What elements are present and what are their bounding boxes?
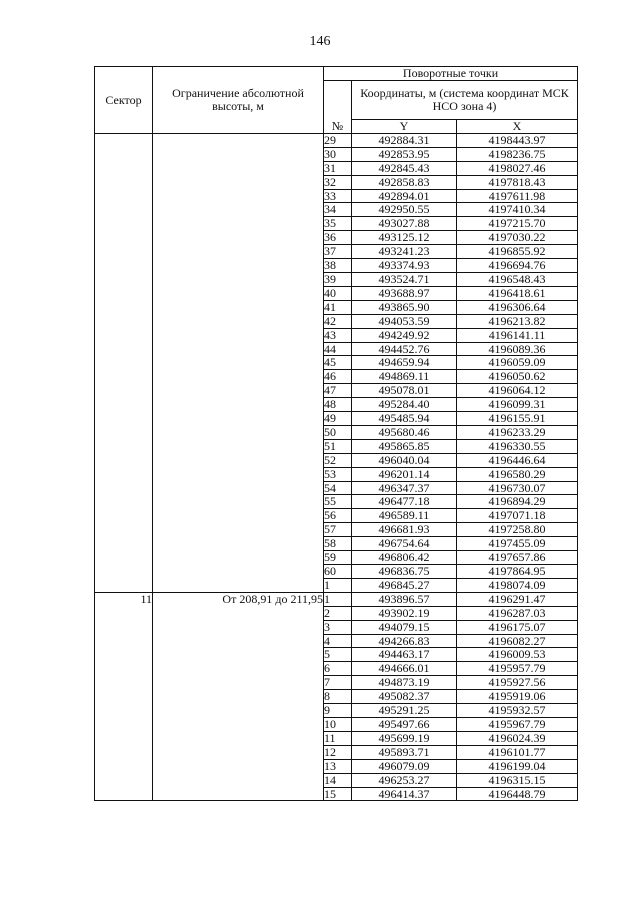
point-number-cell: 7 bbox=[324, 676, 352, 690]
y-coordinate-cell: 494873.19 bbox=[352, 676, 457, 690]
y-coordinate-cell: 496836.75 bbox=[352, 565, 457, 579]
point-number-cell: 48 bbox=[324, 398, 352, 412]
x-coordinate-cell: 4196448.79 bbox=[457, 787, 578, 801]
x-coordinate-cell: 4196548.43 bbox=[457, 272, 578, 286]
x-coordinate-cell: 4196418.61 bbox=[457, 286, 578, 300]
x-coordinate-cell: 4196009.53 bbox=[457, 648, 578, 662]
y-coordinate-cell: 493688.97 bbox=[352, 286, 457, 300]
x-coordinate-cell: 4196233.29 bbox=[457, 425, 578, 439]
point-number-cell: 12 bbox=[324, 745, 352, 759]
y-coordinate-cell: 495284.40 bbox=[352, 398, 457, 412]
turning-points-header: Поворотные точки bbox=[324, 67, 578, 81]
point-number-cell: 57 bbox=[324, 523, 352, 537]
page-number: 146 bbox=[309, 34, 331, 49]
table-body bbox=[95, 133, 578, 801]
x-coordinate-cell: 4196580.29 bbox=[457, 467, 578, 481]
y-coordinate-cell: 492950.55 bbox=[352, 203, 457, 217]
point-number-cell: 42 bbox=[324, 314, 352, 328]
point-number-cell: 1 bbox=[324, 578, 352, 592]
y-coordinate-cell: 492845.43 bbox=[352, 161, 457, 175]
point-number-cell: 49 bbox=[324, 412, 352, 426]
x-coordinate-cell: 4198027.46 bbox=[457, 161, 578, 175]
x-coordinate-cell: 4197215.70 bbox=[457, 217, 578, 231]
y-coordinate-cell: 495291.25 bbox=[352, 704, 457, 718]
point-number-cell: 59 bbox=[324, 551, 352, 565]
point-number-cell: 29 bbox=[324, 133, 352, 147]
x-coordinate-cell: 4196894.29 bbox=[457, 495, 578, 509]
limit-cell bbox=[153, 133, 324, 592]
x-coordinate-cell: 4195957.79 bbox=[457, 662, 578, 676]
x-coordinate-cell: 4196175.07 bbox=[457, 620, 578, 634]
x-coordinate-cell: 4196287.03 bbox=[457, 606, 578, 620]
y-coordinate-cell: 496754.64 bbox=[352, 537, 457, 551]
y-coordinate-cell: 493027.88 bbox=[352, 217, 457, 231]
point-number-cell: 11 bbox=[324, 731, 352, 745]
y-coordinate-cell: 493865.90 bbox=[352, 300, 457, 314]
y-coordinate-cell: 496079.09 bbox=[352, 759, 457, 773]
point-number-cell: 53 bbox=[324, 467, 352, 481]
y-coordinate-cell: 496806.42 bbox=[352, 551, 457, 565]
y-header: Y bbox=[352, 120, 457, 134]
x-coordinate-cell: 4195927.56 bbox=[457, 676, 578, 690]
x-coordinate-cell: 4197818.43 bbox=[457, 175, 578, 189]
y-coordinate-cell: 494452.76 bbox=[352, 342, 457, 356]
y-coordinate-cell: 492853.95 bbox=[352, 147, 457, 161]
point-number-cell: 56 bbox=[324, 509, 352, 523]
point-number-cell: 3 bbox=[324, 620, 352, 634]
x-coordinate-cell: 4196694.76 bbox=[457, 259, 578, 273]
y-coordinate-cell: 493374.93 bbox=[352, 259, 457, 273]
point-number-cell: 32 bbox=[324, 175, 352, 189]
point-number-cell: 15 bbox=[324, 787, 352, 801]
y-coordinate-cell: 494266.83 bbox=[352, 634, 457, 648]
y-coordinate-cell: 496253.27 bbox=[352, 773, 457, 787]
y-coordinate-cell: 492884.31 bbox=[352, 133, 457, 147]
point-number-cell: 39 bbox=[324, 272, 352, 286]
x-coordinate-cell: 4197611.98 bbox=[457, 189, 578, 203]
y-coordinate-cell: 496040.04 bbox=[352, 453, 457, 467]
point-number-cell: 44 bbox=[324, 342, 352, 356]
coordinates-table bbox=[94, 66, 578, 801]
y-coordinate-cell: 493524.71 bbox=[352, 272, 457, 286]
x-coordinate-cell: 4195932.57 bbox=[457, 704, 578, 718]
number-header: № bbox=[324, 81, 352, 134]
y-coordinate-cell: 494869.11 bbox=[352, 370, 457, 384]
y-coordinate-cell: 495680.46 bbox=[352, 425, 457, 439]
table-row bbox=[95, 592, 578, 606]
point-number-cell: 13 bbox=[324, 759, 352, 773]
x-coordinate-cell: 4197030.22 bbox=[457, 231, 578, 245]
y-coordinate-cell: 496414.37 bbox=[352, 787, 457, 801]
x-coordinate-cell: 4196315.15 bbox=[457, 773, 578, 787]
x-coordinate-cell: 4196155.91 bbox=[457, 412, 578, 426]
point-number-cell: 38 bbox=[324, 259, 352, 273]
y-coordinate-cell: 496681.93 bbox=[352, 523, 457, 537]
x-coordinate-cell: 4196199.04 bbox=[457, 759, 578, 773]
y-coordinate-cell: 494079.15 bbox=[352, 620, 457, 634]
y-coordinate-cell: 494659.94 bbox=[352, 356, 457, 370]
x-coordinate-cell: 4196446.64 bbox=[457, 453, 578, 467]
point-number-cell: 9 bbox=[324, 704, 352, 718]
point-number-cell: 30 bbox=[324, 147, 352, 161]
point-number-cell: 50 bbox=[324, 425, 352, 439]
y-coordinate-cell: 495082.37 bbox=[352, 690, 457, 704]
x-coordinate-cell: 4197071.18 bbox=[457, 509, 578, 523]
point-number-cell: 54 bbox=[324, 481, 352, 495]
y-coordinate-cell: 496845.27 bbox=[352, 578, 457, 592]
y-coordinate-cell: 495485.94 bbox=[352, 412, 457, 426]
y-coordinate-cell: 494053.59 bbox=[352, 314, 457, 328]
point-number-cell: 5 bbox=[324, 648, 352, 662]
point-number-cell: 58 bbox=[324, 537, 352, 551]
point-number-cell: 6 bbox=[324, 662, 352, 676]
sector-header: Сектор bbox=[95, 67, 153, 134]
limit-cell: От 208,91 до 211,95 bbox=[153, 592, 324, 801]
point-number-cell: 37 bbox=[324, 245, 352, 259]
y-coordinate-cell: 494463.17 bbox=[352, 648, 457, 662]
y-coordinate-cell: 492894.01 bbox=[352, 189, 457, 203]
sector-cell bbox=[95, 133, 153, 592]
point-number-cell: 45 bbox=[324, 356, 352, 370]
y-coordinate-cell: 495497.66 bbox=[352, 717, 457, 731]
x-coordinate-cell: 4198074.09 bbox=[457, 578, 578, 592]
x-coordinate-cell: 4196306.64 bbox=[457, 300, 578, 314]
y-coordinate-cell: 495893.71 bbox=[352, 745, 457, 759]
y-coordinate-cell: 495865.85 bbox=[352, 439, 457, 453]
point-number-cell: 36 bbox=[324, 231, 352, 245]
y-coordinate-cell: 496201.14 bbox=[352, 467, 457, 481]
point-number-cell: 8 bbox=[324, 690, 352, 704]
x-coordinate-cell: 4197864.95 bbox=[457, 565, 578, 579]
x-header: X bbox=[457, 120, 578, 134]
point-number-cell: 55 bbox=[324, 495, 352, 509]
point-number-cell: 41 bbox=[324, 300, 352, 314]
x-coordinate-cell: 4196141.11 bbox=[457, 328, 578, 342]
x-coordinate-cell: 4196099.31 bbox=[457, 398, 578, 412]
point-number-cell: 60 bbox=[324, 565, 352, 579]
x-coordinate-cell: 4197455.09 bbox=[457, 537, 578, 551]
x-coordinate-cell: 4196050.62 bbox=[457, 370, 578, 384]
limit-header: Ограничение абсолютной высоты, м bbox=[153, 67, 324, 134]
point-number-cell: 43 bbox=[324, 328, 352, 342]
x-coordinate-cell: 4197258.80 bbox=[457, 523, 578, 537]
point-number-cell: 46 bbox=[324, 370, 352, 384]
x-coordinate-cell: 4195919.06 bbox=[457, 690, 578, 704]
point-number-cell: 40 bbox=[324, 286, 352, 300]
x-coordinate-cell: 4197657.86 bbox=[457, 551, 578, 565]
y-coordinate-cell: 492858.83 bbox=[352, 175, 457, 189]
x-coordinate-cell: 4197410.34 bbox=[457, 203, 578, 217]
y-coordinate-cell: 495078.01 bbox=[352, 384, 457, 398]
point-number-cell: 4 bbox=[324, 634, 352, 648]
y-coordinate-cell: 493902.19 bbox=[352, 606, 457, 620]
point-number-cell: 10 bbox=[324, 717, 352, 731]
y-coordinate-cell: 496589.11 bbox=[352, 509, 457, 523]
y-coordinate-cell: 493241.23 bbox=[352, 245, 457, 259]
point-number-cell: 52 bbox=[324, 453, 352, 467]
y-coordinate-cell: 496477.18 bbox=[352, 495, 457, 509]
x-coordinate-cell: 4196730.07 bbox=[457, 481, 578, 495]
x-coordinate-cell: 4196330.55 bbox=[457, 439, 578, 453]
x-coordinate-cell: 4196082.27 bbox=[457, 634, 578, 648]
x-coordinate-cell: 4196855.92 bbox=[457, 245, 578, 259]
x-coordinate-cell: 4195967.79 bbox=[457, 717, 578, 731]
x-coordinate-cell: 4196024.39 bbox=[457, 731, 578, 745]
x-coordinate-cell: 4196213.82 bbox=[457, 314, 578, 328]
x-coordinate-cell: 4196101.77 bbox=[457, 745, 578, 759]
point-number-cell: 33 bbox=[324, 189, 352, 203]
y-coordinate-cell: 493125.12 bbox=[352, 231, 457, 245]
x-coordinate-cell: 4196089.36 bbox=[457, 342, 578, 356]
x-coordinate-cell: 4196291.47 bbox=[457, 592, 578, 606]
x-coordinate-cell: 4198236.75 bbox=[457, 147, 578, 161]
sector-cell: 11 bbox=[95, 592, 153, 801]
point-number-cell: 1 bbox=[324, 592, 352, 606]
point-number-cell: 2 bbox=[324, 606, 352, 620]
point-number-cell: 31 bbox=[324, 161, 352, 175]
y-coordinate-cell: 494666.01 bbox=[352, 662, 457, 676]
y-coordinate-cell: 496347.37 bbox=[352, 481, 457, 495]
y-coordinate-cell: 495699.19 bbox=[352, 731, 457, 745]
x-coordinate-cell: 4198443.97 bbox=[457, 133, 578, 147]
x-coordinate-cell: 4196064.12 bbox=[457, 384, 578, 398]
y-coordinate-cell: 494249.92 bbox=[352, 328, 457, 342]
point-number-cell: 34 bbox=[324, 203, 352, 217]
point-number-cell: 51 bbox=[324, 439, 352, 453]
x-coordinate-cell: 4196059.09 bbox=[457, 356, 578, 370]
point-number-cell: 35 bbox=[324, 217, 352, 231]
coordinates-header: Координаты, м (система координат МСК НСО зона 4) bbox=[352, 81, 578, 120]
table-row bbox=[95, 133, 578, 147]
y-coordinate-cell: 493896.57 bbox=[352, 592, 457, 606]
point-number-cell: 47 bbox=[324, 384, 352, 398]
point-number-cell: 14 bbox=[324, 773, 352, 787]
